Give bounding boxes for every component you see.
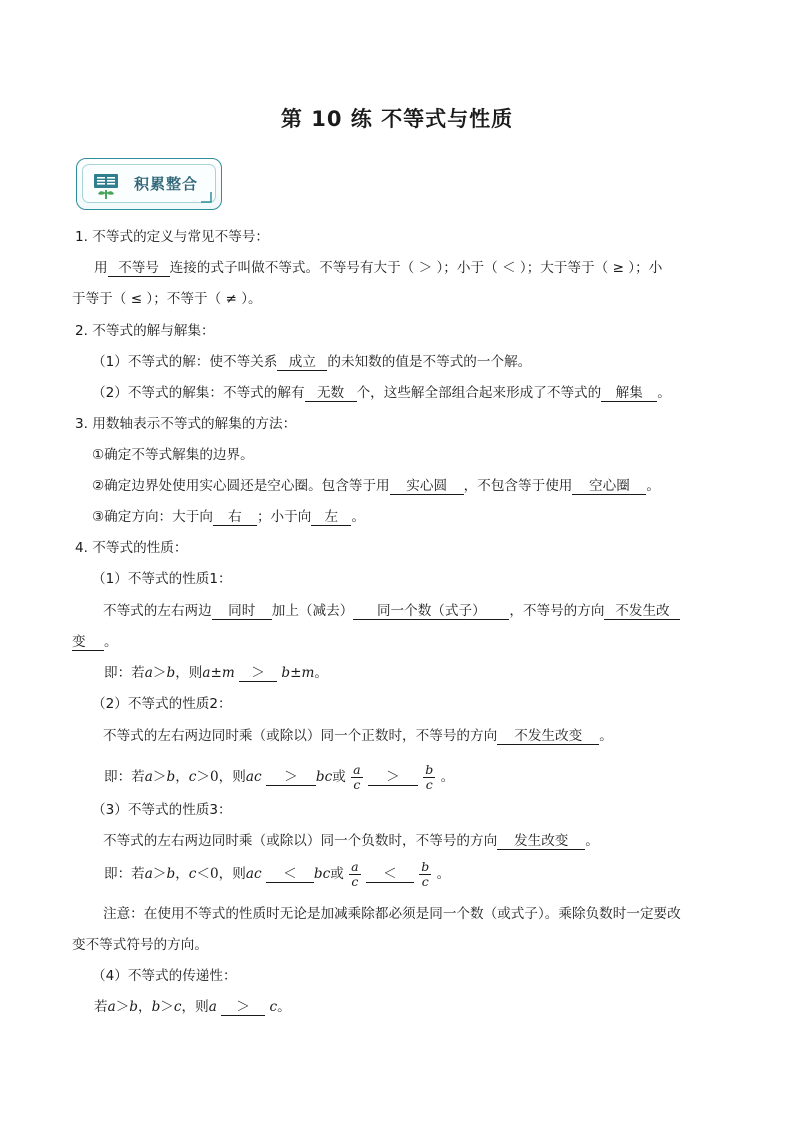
property-1-text-line-2: 变 。 (72, 634, 118, 650)
book-plant-icon (91, 171, 121, 201)
note-line-2: 变不等式符号的方向。 (72, 937, 208, 953)
blank-answer: ＞ (221, 999, 265, 1016)
section-3-step-3: ③确定方向：大于向 右 ；小于向 左 。 (92, 509, 365, 525)
blank-answer: 解集 (601, 385, 657, 402)
blank-answer: 不发生改 (604, 603, 680, 620)
blank-answer: ＜ (366, 866, 414, 883)
blank-answer: ＞ (368, 769, 418, 786)
property-3-title: （3）不等式的性质3： (92, 802, 232, 818)
section-2-item-2: （2）不等式的解集：不等式的解有 无数 个，这些解全部组合起来形成了不等式的 解集 。 (92, 385, 671, 401)
blank-answer: 实心圆 (390, 478, 464, 495)
property-3-example: 即：若a＞b，c＜0，则ac ＜ bc或 $\frac{a}{c}$ ＜ $\frac{b}{c}$ 。 (104, 858, 451, 889)
blank-answer: 不等号 (108, 260, 170, 277)
section-3-step-1: ①确定不等式解集的边界。 (92, 447, 254, 463)
section-1-paragraph-line-2: 于等于（ ≤ ）；不等于（ ≠ ）。 (72, 291, 262, 307)
blank-answer: 空心圈 (572, 478, 646, 495)
section-badge (76, 158, 222, 210)
blank-answer: 左 (311, 509, 351, 526)
property-3-text: 不等式的左右两边同时乘（或除以）同一个负数时，不等号的方向 发生改变 。 (103, 833, 599, 849)
section-3-step-2: ②确定边界处使用实心圆还是空心圈。包含等于用 实心圆 ，不包含等于使用 空心圈 。 (92, 478, 660, 494)
blank-answer: 发生改变 (497, 833, 585, 850)
property-2-example: 即：若a＞b，c＞0，则ac ＞ bc或 $\frac{a}{c}$ ＞ $\frac{b}{c}$ 。 (104, 761, 455, 792)
note-line-1: 注意：在使用不等式的性质时无论是加减乘除都必须是同一个数（或式子）。乘除负数时一定要改 (103, 906, 681, 922)
blank-answer: 无数 (305, 385, 357, 402)
blank-answer: 不发生改变 (497, 728, 599, 745)
blank-answer: 同一个数（式子） (353, 603, 509, 620)
property-4-title: （4）不等式的传递性： (92, 968, 237, 984)
section-3-heading: 3. 用数轴表示不等式的解集的方法： (75, 416, 297, 432)
property-2-title: （2）不等式的性质2： (92, 696, 232, 712)
corner-decoration-icon (200, 191, 212, 203)
blank-answer: 变 (72, 634, 104, 651)
section-2-heading: 2. 不等式的解与解集： (75, 323, 215, 339)
blank-answer: ＞ (239, 665, 277, 682)
blank-answer: 成立 (277, 354, 327, 371)
section-1-heading: 1. 不等式的定义与常见不等号： (75, 229, 270, 245)
fraction-b-over-c: $\frac{b}{c}$ (421, 858, 430, 889)
property-1-title: （1）不等式的性质1： (92, 571, 232, 587)
section-4-heading: 4. 不等式的性质： (75, 540, 188, 556)
fraction-a-over-c: $\frac{a}{c}$ (351, 858, 359, 889)
fraction-b-over-c: $\frac{b}{c}$ (425, 761, 434, 792)
section-2-item-1: （1）不等式的解：使不等关系 成立 的未知数的值是不等式的一个解。 (92, 354, 532, 370)
property-1-example: 即：若a＞b，则a±m ＞ b±m。 (104, 665, 328, 681)
property-2-text: 不等式的左右两边同时乘（或除以）同一个正数时，不等号的方向 不发生改变 。 (103, 728, 613, 744)
page-title: 第 10 练 不等式与性质 (280, 107, 514, 131)
blank-answer: ＜ (266, 866, 314, 883)
badge-label: 积累整合 (134, 175, 199, 193)
blank-answer: ＞ (266, 769, 316, 786)
fraction-a-over-c: $\frac{a}{c}$ (353, 761, 361, 792)
blank-answer: 同时 (212, 603, 272, 620)
blank-answer: 右 (213, 509, 257, 526)
property-4-example: 若a＞b，b＞c，则a ＞ c。 (94, 999, 291, 1015)
property-1-text-line-1: 不等式的左右两边 同时 加上（减去） 同一个数（式子） ，不等号的方向 不发生改 (103, 602, 680, 620)
section-1-paragraph-line-1: 用 不等号 连接的式子叫做不等式。不等号有大于（ ＞ ）；小于（ ＜ ）；大于等于（ ≥ ）；小 (94, 260, 663, 276)
